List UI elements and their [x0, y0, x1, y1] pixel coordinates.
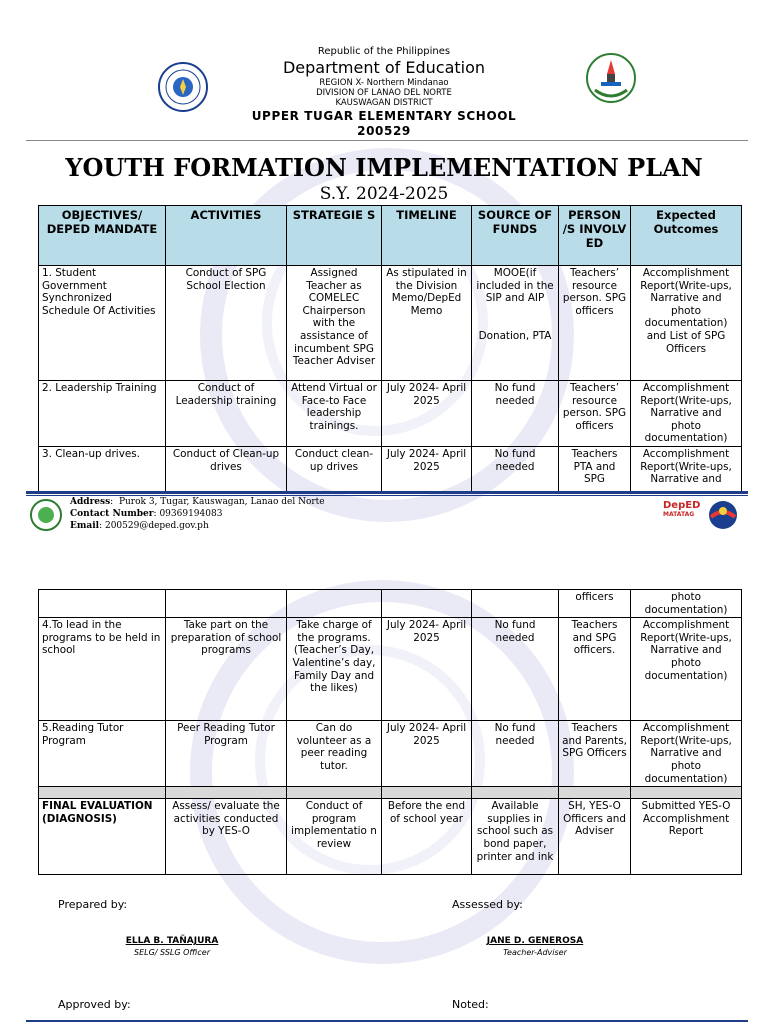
cell-funds: No fund needed [472, 446, 559, 492]
cell-objective: 1. Student Government Synchronized Schedule Of Activities [39, 266, 166, 381]
cell-spacer [472, 787, 559, 799]
cell-spacer [39, 787, 166, 799]
cell-activity: Conduct of Leadership training [166, 381, 287, 447]
cell-strategy: Conduct clean-up drives [287, 446, 382, 492]
school-year: S.Y. 2024-2025 [319, 184, 449, 204]
cell-funds: No fund needed [472, 381, 559, 447]
cell-funds [472, 590, 559, 618]
col-outcomes: Expected Outcomes [631, 206, 742, 266]
cell-persons: Teachers and Parents, SPG Officers [559, 721, 631, 787]
cell-funds: Available supplies in school such as bond paper, printer and ink [472, 799, 559, 875]
cell-persons: officers [559, 590, 631, 618]
address-label: Address [70, 497, 111, 507]
table-spacer-row [39, 787, 742, 799]
plan-table-page2 [38, 589, 742, 875]
cell-spacer [631, 787, 742, 799]
cell-outcome: Accomplishment Report(Write-ups, Narrative and photo documentation) [631, 381, 742, 447]
cell-timeline: July 2024- April 2025 [382, 381, 472, 447]
address-value: Purok 3, Tugar, Kauswagan, Lanao del Norte [118, 497, 325, 507]
cell-persons: Teachers PTA and SPG [559, 446, 631, 492]
footer-rule-thin [26, 495, 748, 496]
deped-seal-icon [158, 62, 208, 112]
footer-address: Address: Purok 3, Tugar, Kauswagan, Lanao del Norte [70, 497, 325, 507]
cell-persons: Teachers’ resource person. SPG officers [559, 381, 631, 447]
cell-strategy: Attend Virtual or Face-to Face leadership trainings. [287, 381, 382, 447]
cell-spacer [287, 787, 382, 799]
cell-timeline: July 2024- April 2025 [382, 446, 472, 492]
cell-strategy: Take charge of the programs. (Teacher’s Day, Valentine’s day, Family Day and the likes) [287, 618, 382, 721]
cell-outcome: Accomplishment Report(Write-ups, Narrative and photo documentation) [631, 721, 742, 787]
cell-objective: 2. Leadership Training [39, 381, 166, 447]
cell-objective: FINAL EVALUATION (DIAGNOSIS) [39, 799, 166, 875]
cell-objective: 3. Clean-up drives. [39, 446, 166, 492]
school-logo-icon [585, 52, 637, 104]
cell-outcome: Accomplishment Report(Write-ups, Narrative and photo documentation) [631, 618, 742, 721]
table-row [39, 799, 742, 875]
cell-funds: MOOE(if included in the SIP and AIP Donation, PTA [472, 266, 559, 381]
footer-rule [26, 491, 748, 494]
cell-outcome: Accomplishment Report(Write-ups, Narrative and photo documentation) and List of SPG Officers [631, 266, 742, 381]
email-label: Email [70, 521, 100, 531]
table-row [39, 266, 742, 381]
cell-outcome: Accomplishment Report(Write-ups, Narrative and [631, 446, 742, 492]
cell-spacer [559, 787, 631, 799]
district-line: KAUSWAGAN DISTRICT [335, 98, 433, 108]
cell-spacer [382, 787, 472, 799]
table-row [39, 721, 742, 787]
bottom-rule [26, 1020, 748, 1022]
cell-objective: 4.To lead in the programs to be held in school [39, 618, 166, 721]
prepared-role: SELG/ SSLG Officer [134, 948, 210, 957]
cell-persons: Teachers and SPG officers. [559, 618, 631, 721]
cell-outcome: Submitted YES-O Accomplishment Report [631, 799, 742, 875]
col-activities: ACTIVITIES [166, 206, 287, 266]
assessed-name: JANE D. GENEROSA [486, 936, 584, 946]
cell-activity [166, 590, 287, 618]
col-strategies: STRATEGIE S [287, 206, 382, 266]
col-timeline: TIMELINE [382, 206, 472, 266]
cell-timeline: As stipulated in the Division Memo/DepEd Memo [382, 266, 472, 381]
prepared-by-label: Prepared by: [58, 898, 128, 911]
cell-objective: 5.Reading Tutor Program [39, 721, 166, 787]
division-line: DIVISION OF LANAO DEL NORTE [316, 88, 452, 98]
table-row [39, 446, 742, 492]
republic-line: Republic of the Philippines [317, 46, 451, 57]
cell-timeline: Before the end of school year [382, 799, 472, 875]
header-divider [26, 140, 748, 141]
cell-timeline: July 2024- April 2025 [382, 618, 472, 721]
table-row [39, 590, 742, 618]
contact-label: Contact Number [70, 509, 154, 519]
cell-funds: No fund needed [472, 618, 559, 721]
cell-persons: SH, YES-O Officers and Adviser [559, 799, 631, 875]
cell-objective [39, 590, 166, 618]
school-name: UPPER TUGAR ELEMENTARY SCHOOL [251, 109, 517, 123]
cell-strategy: Assigned Teacher as COMELEC Chairperson with the assistance of incumbent SPG Teacher Adviser [287, 266, 382, 381]
footer-email: Email: 200529@deped.gov.ph [70, 521, 209, 531]
region-line: REGION X- Northern Mindanao [319, 78, 449, 88]
cell-timeline: July 2024- April 2025 [382, 721, 472, 787]
table-row [39, 381, 742, 447]
cell-activity: Assess/ evaluate the activities conducted by YES-O [166, 799, 287, 875]
bagong-pilipinas-icon [707, 499, 739, 531]
cell-strategy: Conduct of program implementatio n review [287, 799, 382, 875]
cell-timeline [382, 590, 472, 618]
matatag-logo-text: MATATAG [663, 511, 695, 518]
table-row [39, 618, 742, 721]
col-objectives: OBJECTIVES/ DEPED MANDATE [39, 206, 166, 266]
col-persons: PERSON /S INVOLV ED [559, 206, 631, 266]
cell-outcome: photo documentation) [631, 590, 742, 618]
page-title: YOUTH FORMATION IMPLEMENTATION PLAN [65, 153, 703, 182]
school-id: 200529 [357, 124, 411, 138]
prepared-name: ELLA B. TAÑAJURA [125, 936, 219, 946]
cell-strategy [287, 590, 382, 618]
cell-strategy: Can do volunteer as a peer reading tutor. [287, 721, 382, 787]
approved-by-label: Approved by: [58, 998, 131, 1011]
cell-persons: Teachers’ resource person. SPG officers [559, 266, 631, 381]
cell-activity: Conduct of SPG School Election [166, 266, 287, 381]
col-funds: SOURCE OF FUNDS [472, 206, 559, 266]
school-footer-logo-icon [30, 499, 62, 531]
cell-funds: No fund needed [472, 721, 559, 787]
footer-contact: Contact Number: 09369194083 [70, 509, 223, 519]
department-line: Department of Education [282, 58, 486, 77]
cell-activity: Conduct of Clean-up drives [166, 446, 287, 492]
assessed-role: Teacher-Adviser [503, 948, 567, 957]
cell-activity: Take part on the preparation of school programs [166, 618, 287, 721]
contact-value: 09369194083 [159, 509, 223, 519]
cell-spacer [166, 787, 287, 799]
email-value: 200529@deped.gov.ph [104, 521, 209, 531]
plan-table-page1 [38, 205, 742, 493]
deped-logo-text: DepED [663, 500, 701, 511]
deped-logo [663, 500, 703, 518]
assessed-by-label: Assessed by: [452, 898, 523, 911]
cell-activity: Peer Reading Tutor Program [166, 721, 287, 787]
noted-label: Noted: [452, 998, 489, 1011]
